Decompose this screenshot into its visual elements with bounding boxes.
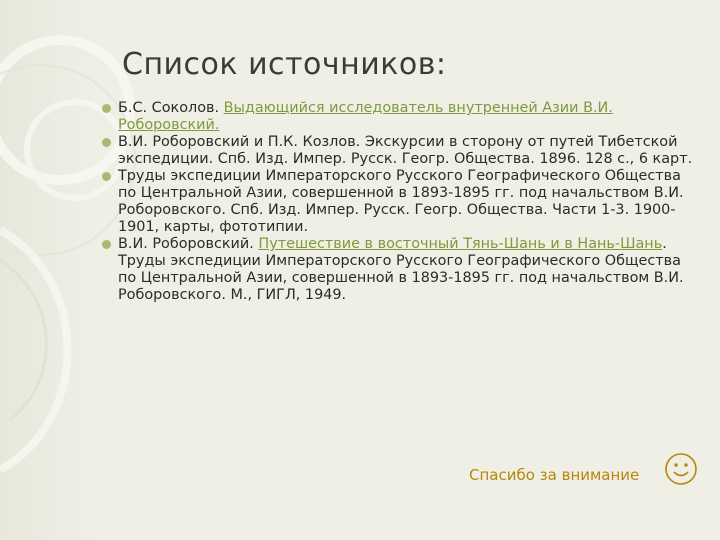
thanks-text: Спасибо за внимание [469, 466, 640, 484]
item-text: Б.С. Соколов. [118, 100, 224, 116]
item-text: Труды экспедиции Императорского Русского Географического Общества по Центральной Азии, совершенной в 1893-1895 гг. под начальством В.И. Роборовского. Спб. Изд. Импер. Русск. Геогр. Общества. Части 1-3. 1900-1901, карты, фототипии. [118, 168, 684, 235]
bullet-icon [102, 138, 111, 147]
source-link[interactable]: Выдающийся исследователь внутренней Азии В.И. Роборовский. [118, 100, 613, 133]
source-link[interactable]: Путешествие в восточный Тянь-Шань и в Нань-Шань [258, 236, 663, 252]
sources-list [100, 100, 700, 304]
item-text: В.И. Роборовский. [118, 236, 259, 252]
list-item [100, 236, 700, 304]
bullet-icon [102, 240, 111, 249]
left-decor-band [0, 0, 100, 540]
bullet-icon [102, 172, 111, 181]
list-item [100, 100, 700, 134]
bullet-icon [102, 104, 111, 113]
item-text: . Труды экспедиции Императорского Русского Географического Общества по Центральной Азии, совершенной в 1893-1895 гг. под начальством В.И. Роборовского. М., ГИГЛ, 1949. [118, 236, 684, 303]
list-item [100, 168, 700, 236]
slide-title: Список источников: [122, 47, 447, 82]
list-item [100, 134, 700, 168]
item-text: В.И. Роборовский и П.К. Козлов. Экскурсии в сторону от путей Тибетской экспедиции. Спб. Изд. Импер. Русск. Геогр. Общества. 1896. 128 с., 6 карт. [118, 134, 693, 167]
smiley-icon [664, 452, 698, 486]
